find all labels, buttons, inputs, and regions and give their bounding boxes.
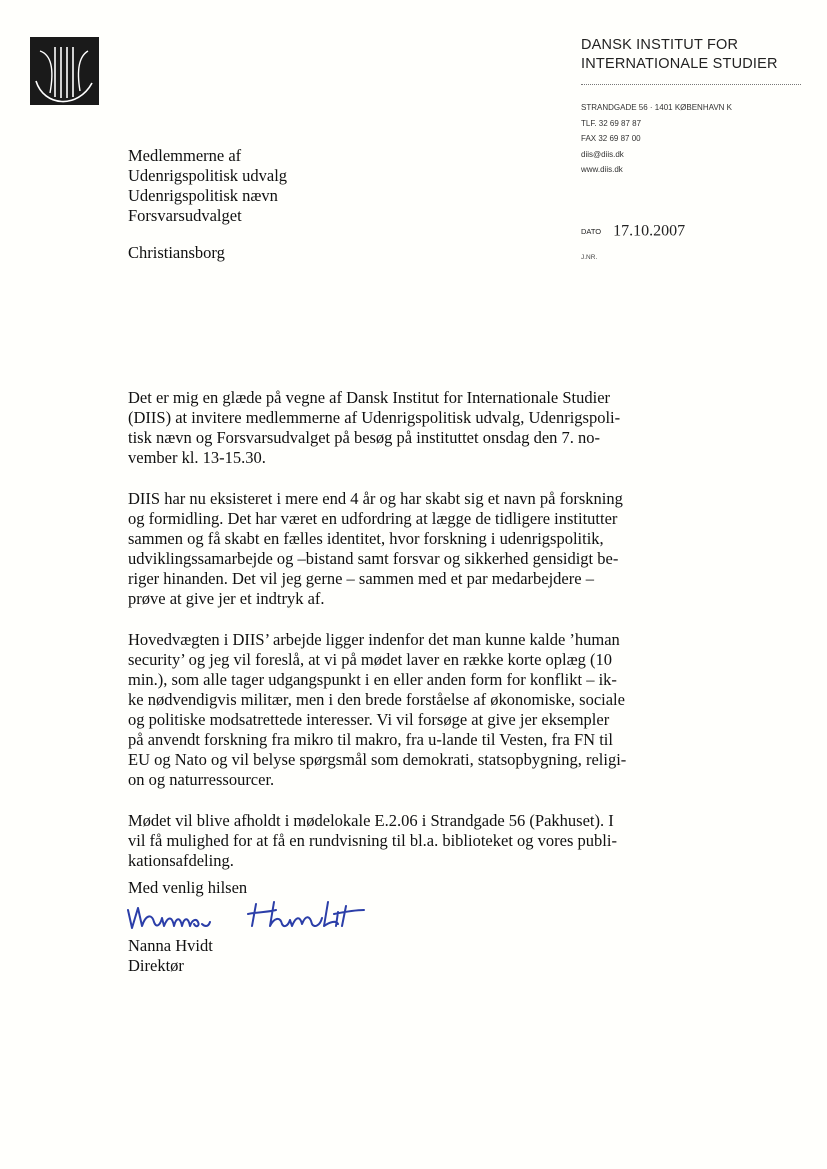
date-label: DATO <box>581 226 602 236</box>
date-value: 17.10.2007 <box>613 222 686 240</box>
letterhead-divider <box>581 84 801 85</box>
text-line: sammen og få skabt en fælles identitet, hvor forskning i udenrigspolitik, <box>128 529 604 548</box>
text-line: security’ og jeg vil foreslå, at vi på mødet laver en række korte oplæg (10 <box>128 650 613 669</box>
text-line: Mødet vil blive afholdt i mødelokale E.2.06 i Strandgade 56 (Pakhuset). I <box>128 811 614 830</box>
text-line: min.), som alle tager udgangspunkt i en eller anden form for konflikt – ik- <box>128 670 617 689</box>
recipient-line: Forsvarsudvalget <box>128 206 242 225</box>
text-line: Det er mig en glæde på vegne af Dansk Institut for Internationale Studier <box>128 388 611 407</box>
recipient-line: Medlemmerne af <box>128 146 242 165</box>
journal-number-label: J.NR. <box>581 254 598 261</box>
text-line: tisk nævn og Forsvarsudvalget på besøg på instituttet onsdag den 7. no- <box>128 428 601 447</box>
text-line: riger hinanden. Det vil jeg gerne – sammen med et par medarbejdere – <box>128 569 594 588</box>
recipient-line: Udenrigspolitisk udvalg <box>128 166 288 185</box>
organization-name <box>581 36 778 74</box>
address: STRANDGADE 56 · 1401 KØBENHAVN K <box>581 103 733 112</box>
text-line: on og naturressourcer. <box>128 770 275 789</box>
signer-name: Nanna Hvidt <box>128 936 213 955</box>
recipient-line: Udenrigspolitisk nævn <box>128 186 278 205</box>
paragraph-4 <box>128 811 682 871</box>
recipient-city: Christiansborg <box>128 243 225 262</box>
handwritten-signature <box>124 896 374 934</box>
website: www.diis.dk <box>581 165 623 174</box>
letter-body <box>128 388 682 892</box>
text-line: (DIIS) at invitere medlemmerne af Udenrigspolitisk udvalg, Udenrigspoli- <box>128 408 621 427</box>
signer-block <box>128 936 213 976</box>
text-line: udviklingssamarbejde og –bistand samt forsvar og sikkerhed gensidigt be- <box>128 549 619 568</box>
paragraph-2 <box>128 489 682 609</box>
text-line: DIIS har nu eksisteret i mere end 4 år og har skabt sig et navn på forskning <box>128 489 623 508</box>
closing-line: Med venlig hilsen <box>128 878 248 897</box>
text-line: ke nødvendigvis militær, men i den brede forståelse af økonomiske, sociale <box>128 690 625 709</box>
contact-block <box>581 100 732 178</box>
text-line: vember kl. 13-15.30. <box>128 448 266 467</box>
text-line: og formidling. Det har været en udfordring at lægge de tidligere institutter <box>128 509 618 528</box>
org-name-line-2: INTERNATIONALE STUDIER <box>581 56 778 72</box>
text-line: EU og Nato og vil belyse spørgsmål som demokrati, statsopbygning, religi- <box>128 750 627 769</box>
text-line: kationsafdeling. <box>128 851 234 870</box>
org-name-line-1: DANSK INSTITUT FOR <box>581 37 739 53</box>
text-line: vil få mulighed for at få en rundvisning til bl.a. biblioteket og vores publi- <box>128 831 617 850</box>
recipient-block <box>128 146 287 226</box>
paragraph-3 <box>128 630 682 790</box>
phone: TLF. 32 69 87 87 <box>581 118 642 128</box>
fax: FAX 32 69 87 00 <box>581 134 641 143</box>
text-line: Hovedvægten i DIIS’ arbejde ligger indenfor det man kunne kalde ’human <box>128 630 620 649</box>
diis-logo-icon <box>30 37 99 105</box>
text-line: på anvendt forskning fra mikro til makro, fra u-lande til Vesten, fra FN til <box>128 730 613 749</box>
email: diis@diis.dk <box>581 149 624 159</box>
text-line: prøve at give jer et indtryk af. <box>128 589 325 608</box>
paragraph-1 <box>128 388 682 468</box>
signer-title: Direktør <box>128 956 184 975</box>
date-row <box>581 222 685 240</box>
text-line: og politiske modsatrettede interesser. Vi vil forsøge at give jer eksempler <box>128 710 610 729</box>
